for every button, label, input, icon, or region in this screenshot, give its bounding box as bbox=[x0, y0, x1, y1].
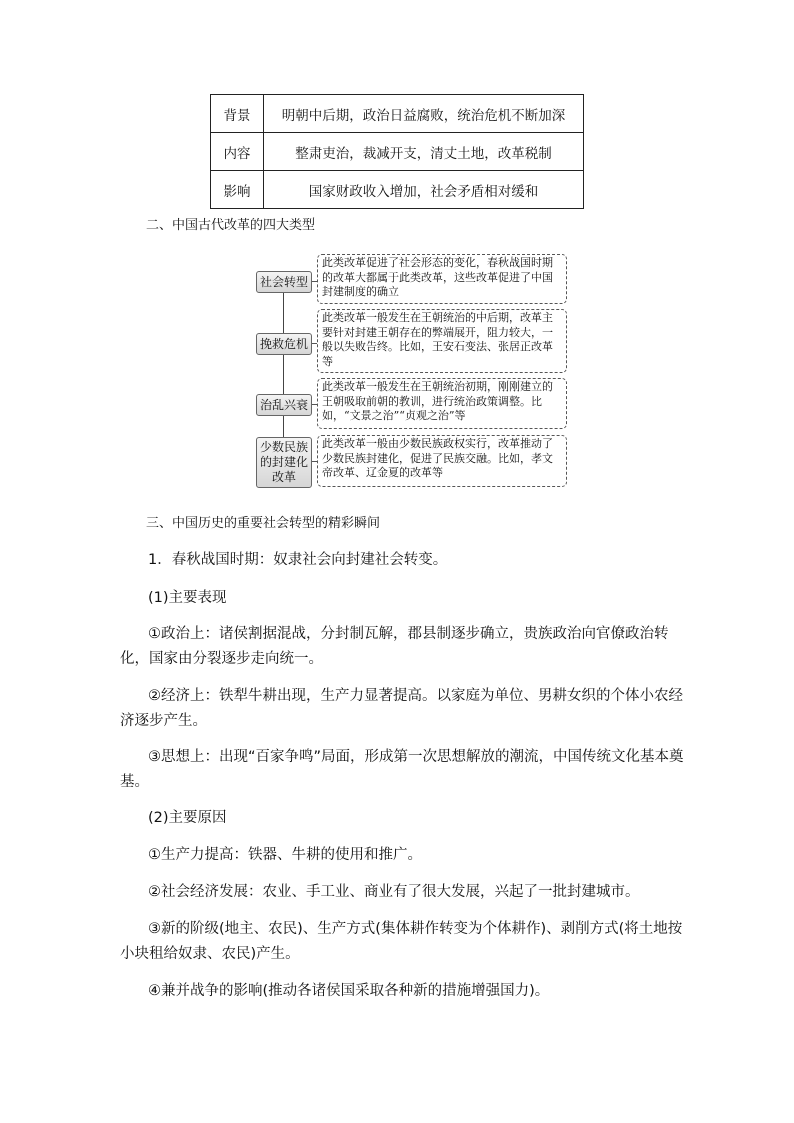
diagram-label: 社会转型 bbox=[256, 271, 312, 293]
table-row bbox=[211, 95, 584, 133]
diagram-label: 挽救危机 bbox=[256, 333, 312, 355]
paragraph: ①政治上：诸侯割据混战，分封制瓦解，郡县制逐步确立，贵族政治向官僚政治转化，国家由分裂逐步走向统一。 bbox=[120, 626, 669, 667]
diagram-label: 少数民族的封建化改革 bbox=[256, 437, 312, 488]
paragraph: 1．春秋战国时期：奴隶社会向封建社会转变。 bbox=[148, 552, 448, 568]
table-cell-value: 国家财政收入增加，社会矛盾相对缓和 bbox=[264, 171, 584, 209]
diagram-label: 治乱兴衰 bbox=[256, 394, 312, 416]
paragraph: ②经济上：铁犁牛耕出现，生产力显著提高。以家庭为单位、男耕女织的个体小农经济逐步产生。 bbox=[120, 688, 683, 729]
table-row bbox=[211, 171, 584, 209]
paragraph: ③新的阶级(地主、农民)、生产方式(集体耕作转变为个体耕作)、剥削方式(将土地按小块租给奴隶、农民)产生。 bbox=[120, 921, 683, 962]
reform-types-diagram bbox=[254, 254, 568, 490]
diagram-description: 此类改革促进了社会形态的变化，春秋战国时期的改革大都属于此类改革，这些改革促进了中国封建制度的确立 bbox=[317, 254, 567, 304]
subheading: (2)主要原因 bbox=[148, 810, 227, 826]
table-cell-label: 背景 bbox=[211, 95, 264, 133]
diagram-description: 此类改革一般发生在王朝统治初期，刚刚建立的王朝吸取前朝的教训，进行统治政策调整。比如，“文景之治”“贞观之治”等 bbox=[317, 378, 567, 429]
section-heading: 二、中国古代改革的四大类型 bbox=[146, 218, 316, 233]
paragraph: ①生产力提高：铁器、牛耕的使用和推广。 bbox=[148, 847, 422, 863]
table-row bbox=[211, 133, 584, 171]
section-heading: 三、中国历史的重要社会转型的精彩瞬间 bbox=[146, 516, 381, 531]
reform-summary-table bbox=[210, 94, 584, 209]
paragraph: ②社会经济发展：农业、手工业、商业有了很大发展，兴起了一批封建城市。 bbox=[148, 884, 640, 900]
diagram-description: 此类改革一般发生在王朝统治的中后期，改革主要针对封建王朝存在的弊端展开，阻力较大，一般以失败告终。比如，王安石变法、张居正改革等 bbox=[317, 309, 567, 373]
table-cell-value: 整肃吏治，裁减开支，清丈土地，改革税制 bbox=[264, 133, 584, 171]
paragraph: ④兼并战争的影响(推动各诸侯国采取各种新的措施增强国力)。 bbox=[148, 983, 550, 999]
diagram-description: 此类改革一般由少数民族政权实行，改革推动了少数民族封建化，促进了民族交融。比如，孝文帝改革、辽金夏的改革等 bbox=[317, 435, 567, 487]
table-cell-label: 影响 bbox=[211, 171, 264, 209]
subheading: (1)主要表现 bbox=[148, 590, 227, 606]
table-cell-value: 明朝中后期，政治日益腐败，统治危机不断加深 bbox=[264, 95, 584, 133]
paragraph: ③思想上：出现“百家争鸣”局面，形成第一次思想解放的潮流，中国传统文化基本奠基。 bbox=[120, 749, 684, 790]
table-cell-label: 内容 bbox=[211, 133, 264, 171]
